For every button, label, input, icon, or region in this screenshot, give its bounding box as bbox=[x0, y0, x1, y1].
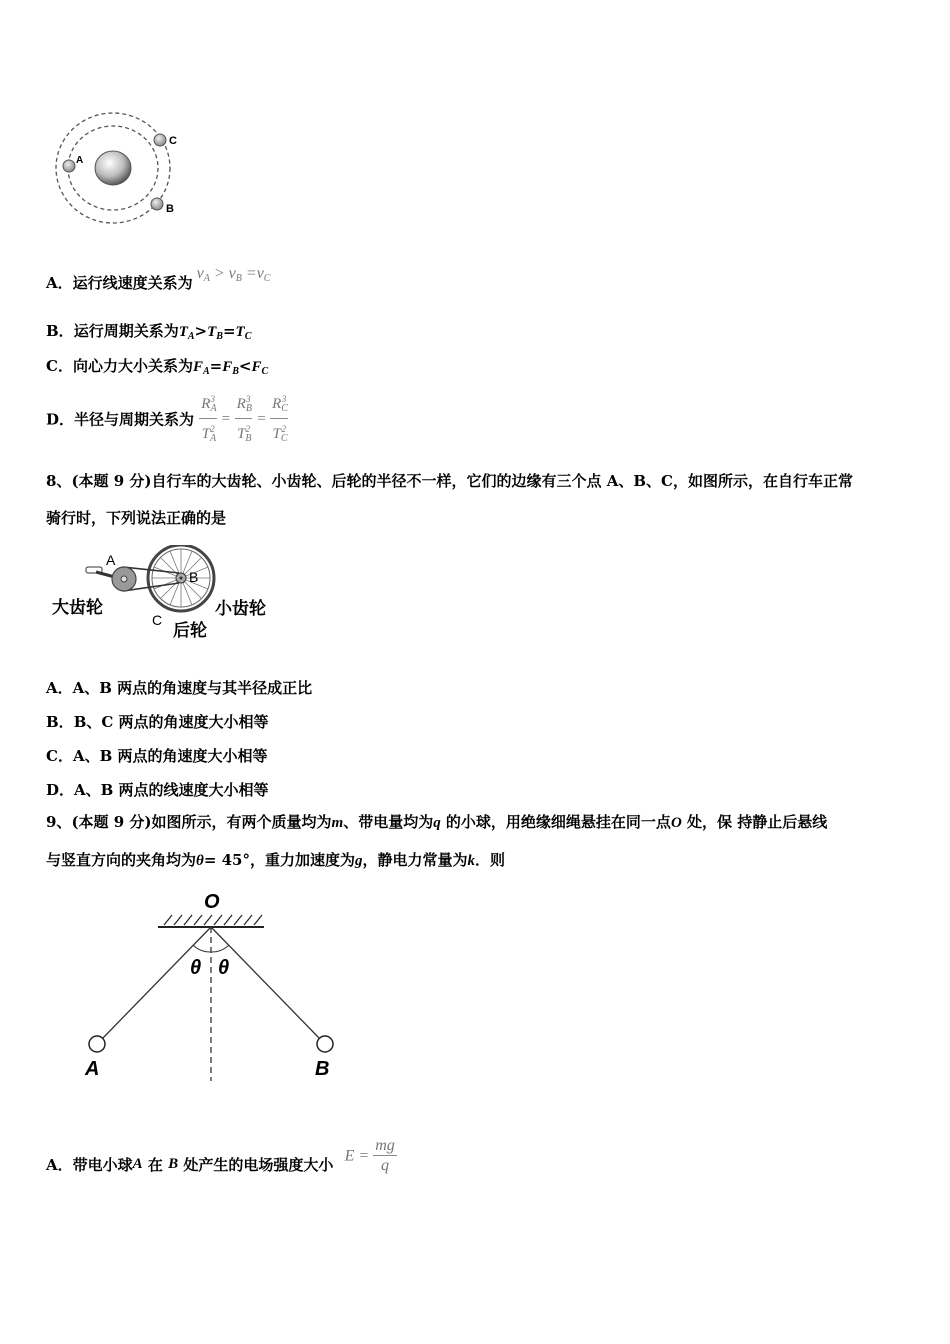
q8-text-line2: 骑行时，下列说法正确的是 bbox=[46, 509, 227, 527]
q8-option-c: C．A、B 两点的角速度大小相等 bbox=[46, 747, 268, 765]
label-small-gear: 小齿轮 bbox=[215, 599, 266, 618]
field-strength-formula: E = $\frac{mg}{q}$ bbox=[344, 1137, 395, 1174]
option-text: 运行线速度关系为 bbox=[72, 274, 193, 292]
question-number: 9、 bbox=[46, 813, 72, 831]
option-label: C． bbox=[46, 357, 73, 375]
ball-a bbox=[89, 1036, 105, 1052]
option-label: D． bbox=[46, 410, 75, 429]
q8-stem bbox=[46, 463, 906, 537]
kepler-relation: $\frac{R_A^3}{T_A^2}$ = $\frac{R_B^3}{T_B^2}$ = $\frac{R_C^3}{T_C^2}$ bbox=[199, 411, 288, 427]
q7-option-b: B．运行周期关系为$T_A>T_B=T_C$ bbox=[46, 322, 252, 342]
label-c: C bbox=[169, 135, 177, 147]
pendulum-figure bbox=[80, 885, 370, 1085]
q7-option-c: C．向心力大小关系为$F_A=F_B<F_C$ bbox=[46, 357, 269, 377]
orbit-figure bbox=[50, 110, 190, 230]
ceiling-hatching bbox=[164, 915, 262, 925]
satellite-b bbox=[151, 198, 163, 210]
planet bbox=[95, 151, 131, 185]
label-a: A bbox=[106, 552, 116, 568]
label-theta-right: θ bbox=[218, 957, 230, 979]
option-text: 向心力大小关系为 bbox=[72, 357, 193, 375]
question-number: 8、 bbox=[46, 472, 72, 490]
q7-option-d bbox=[46, 390, 288, 449]
q8-option-d: D．A、B 两点的线速度大小相等 bbox=[46, 781, 269, 799]
q9-option-a: A．带电小球A 在 B 处产生的电场强度大小 E = $\frac{mg}{q}$ bbox=[46, 1137, 395, 1174]
q8-text-line1: (本题 9 分)自行车的大齿轮、小齿轮、后轮的半径不一样，它们的边缘有三个点 A、B、C，如图所示，在自行车正常 bbox=[71, 472, 853, 490]
label-big-gear: 大齿轮 bbox=[52, 598, 103, 617]
q7-option-a bbox=[46, 265, 271, 294]
option-label: B． bbox=[46, 322, 74, 340]
label-o: O bbox=[204, 891, 220, 913]
bicycle-gear-figure bbox=[50, 545, 280, 645]
satellite-a bbox=[63, 160, 75, 172]
label-b: B bbox=[189, 569, 199, 585]
label-rear-wheel: 后轮 bbox=[173, 621, 207, 640]
velocity-relation: $v_A > v_B =v_C$ bbox=[196, 265, 271, 284]
label-b: B bbox=[166, 203, 174, 215]
option-label: A． bbox=[46, 274, 73, 292]
option-text: 运行周期关系为 bbox=[73, 322, 179, 340]
label-theta-left: θ bbox=[190, 957, 202, 979]
q8-option-a: A．A、B 两点的角速度与其半径成正比 bbox=[46, 679, 313, 697]
label-c: C bbox=[152, 612, 163, 628]
q8-option-b: B．B、C 两点的角速度大小相等 bbox=[46, 713, 269, 731]
string-a bbox=[102, 927, 211, 1039]
option-text: 半径与周期关系为 bbox=[74, 410, 195, 429]
label-a: A bbox=[85, 1058, 100, 1080]
satellite-c bbox=[154, 134, 166, 146]
label-b: B bbox=[315, 1058, 330, 1080]
q9-stem: 9、(本题 9 分)如图所示，有两个质量均为m、带电量均为q 的小球，用绝缘细绳悬挂在同一点O 处，保 持静止后悬线 与竖直方向的夹角均为θ= 45°，重力加速度为g，静电力常量为k．则 bbox=[46, 813, 828, 869]
label-a: A bbox=[76, 155, 84, 166]
string-b bbox=[211, 927, 320, 1039]
ball-b bbox=[317, 1036, 333, 1052]
